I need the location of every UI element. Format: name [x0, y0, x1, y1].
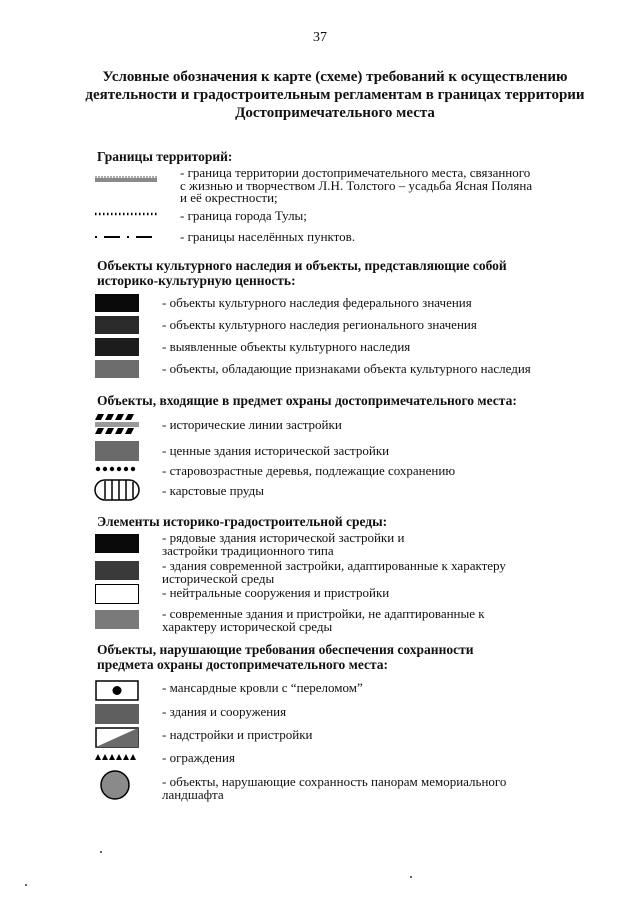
superstructures-triangle-icon [95, 727, 139, 748]
fences-line-icon [95, 752, 139, 762]
legend-label-superstructures: - надстройки и пристройки [162, 727, 313, 742]
adapted-modern-swatch [95, 561, 139, 580]
scan-speck [410, 876, 412, 878]
legend-label-karst-ponds: - карстовые пруды [162, 483, 264, 498]
section-heading-violating-objects: Объекты, нарушающие требования обеспечения сохранности предмета охраны достопримечательного места: [97, 642, 474, 672]
legend-label-panorama-violations: - объекты, нарушающие сохранность панорам мемориального ландшафта [162, 774, 507, 802]
page-number: 37 [313, 30, 327, 45]
section-heading-protected-subject: Объекты, входящие в предмет охраны достопримечательного места: [97, 393, 517, 408]
violating-buildings-swatch [95, 704, 139, 724]
neutral-structures-swatch [95, 584, 139, 604]
legend-label-old-trees: - старовозрастные деревья, подлежащие сохранению [162, 463, 456, 478]
legend-label-federal-heritage: - объекты культурного наследия федерального значения [162, 295, 472, 310]
legend-label-mansard-roofs: - мансардные кровли с “переломом” [162, 680, 363, 695]
scan-speck [100, 851, 102, 853]
legend-label-settlement-boundary: - границы населённых пунктов. [180, 229, 356, 244]
historic-building-lines-icon [95, 414, 139, 436]
scan-speck [25, 884, 27, 886]
section-heading-cultural-heritage: Объекты культурного наследия и объекты, представляющие собой историко-культурную ценность: [97, 258, 507, 288]
settlement-boundary-line-icon [95, 234, 157, 240]
legend-label-buildings-structures: - здания и сооружения [162, 704, 287, 719]
row-buildings-swatch [95, 534, 139, 553]
legend-label-adapted-modern: - здания современной застройки, адаптированные к характеру исторической среды [162, 558, 506, 586]
mansard-roof-box-icon [95, 680, 139, 701]
legend-label-city-boundary: - граница города Тулы; [180, 208, 307, 223]
legend-label-heritage-features: - объекты, обладающие признаками объекта культурного наследия [162, 361, 531, 376]
legend-label-territory-boundary: - граница территории достопримечательного места, связанного с жизнью и творчеством Л.Н. Толстого – усадьба Ясная Поляна и её окрестности; [180, 165, 533, 205]
document-title: Условные обозначения к карте (схеме) требований к осуществлению деятельности и градостроительным регламентам в границах территории Достопримечательного места [85, 69, 585, 121]
legend-label-historic-lines: - исторические линии застройки [162, 417, 342, 432]
legend-label-identified-heritage: - выявленные объекты культурного наследия [162, 339, 411, 354]
section-heading-boundaries: Границы территорий: [97, 149, 233, 164]
federal-heritage-swatch [95, 294, 139, 312]
identified-heritage-swatch [95, 338, 139, 356]
non-adapted-modern-swatch [95, 610, 139, 629]
legend-label-non-adapted-modern: - современные здания и пристройки, не адаптированные к характеру исторической среды [162, 606, 485, 634]
heritage-features-swatch [95, 360, 139, 378]
legend-label-fences: - ограждения [162, 750, 235, 765]
legend-label-neutral-structures: - нейтральные сооружения и пристройки [162, 585, 390, 600]
panorama-circle-icon [99, 769, 131, 801]
city-boundary-line-icon [95, 211, 157, 217]
legend-label-row-buildings: - рядовые здания исторической застройки и застройки традиционного типа [162, 530, 405, 558]
regional-heritage-swatch [95, 316, 139, 334]
valuable-buildings-swatch [95, 441, 139, 461]
legend-label-regional-heritage: - объекты культурного наследия регионального значения [162, 317, 477, 332]
legend-label-valuable-buildings: - ценные здания исторической застройки [162, 443, 390, 458]
karst-ponds-icon [93, 478, 143, 502]
old-trees-dots-icon [95, 465, 139, 473]
section-heading-urban-environment: Элементы историко-градостроительной среды: [97, 514, 388, 529]
territory-boundary-line-icon [95, 175, 157, 185]
